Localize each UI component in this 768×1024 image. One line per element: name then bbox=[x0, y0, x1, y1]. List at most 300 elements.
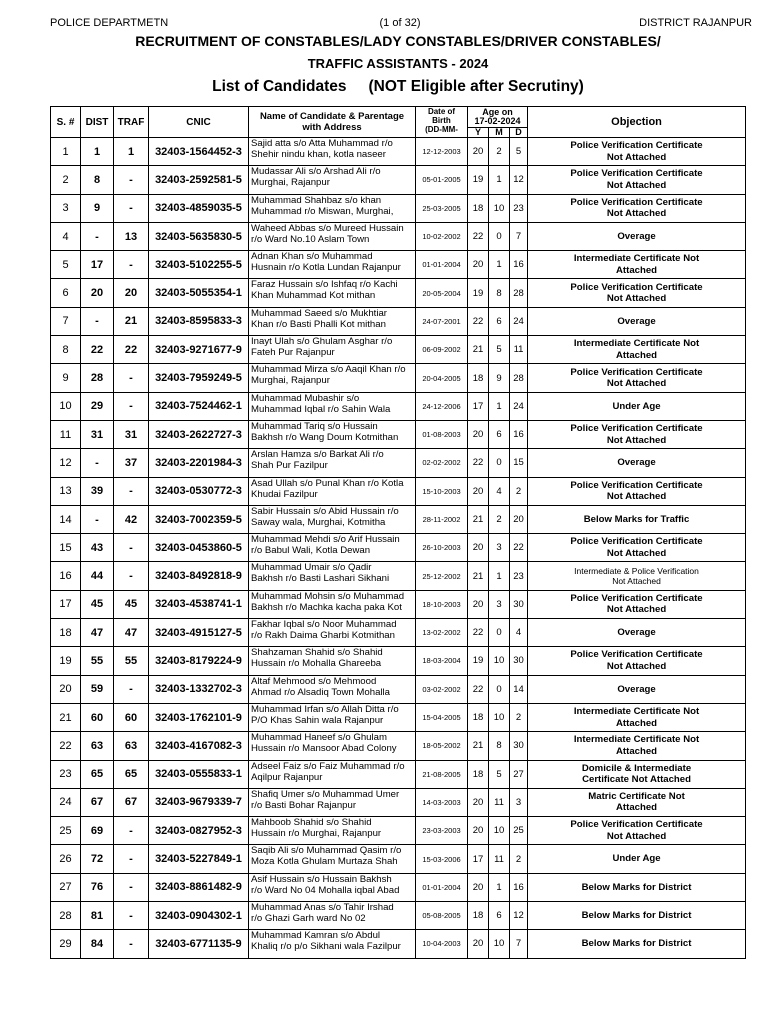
cell-dist: - bbox=[81, 222, 114, 250]
cell-age-m: 6 bbox=[489, 307, 510, 335]
cell-dob: 02-02-2002 bbox=[416, 449, 468, 477]
cell-dob: 15-10-2003 bbox=[416, 477, 468, 505]
cell-cnic: 32403-7524462-1 bbox=[149, 392, 249, 420]
table-body bbox=[51, 138, 746, 959]
table-header bbox=[51, 107, 746, 138]
cell-traf: 63 bbox=[114, 732, 149, 760]
cell-age-y: 22 bbox=[468, 675, 489, 703]
cell-age-m: 0 bbox=[489, 449, 510, 477]
cell-dist: 84 bbox=[81, 930, 114, 958]
cell-dob: 20-05-2004 bbox=[416, 279, 468, 307]
col-age: Age on 17-02-2024 bbox=[468, 107, 528, 128]
cell-age-y: 20 bbox=[468, 930, 489, 958]
cell-age-d: 2 bbox=[510, 703, 528, 731]
cell-traf: 60 bbox=[114, 703, 149, 731]
cell-objection: Overage bbox=[528, 675, 746, 703]
table-row bbox=[51, 449, 746, 477]
cell-dist: 43 bbox=[81, 534, 114, 562]
cell-age-y: 20 bbox=[468, 420, 489, 448]
cell-age-y: 22 bbox=[468, 222, 489, 250]
cell-name: Muhammad Shahbaz s/o khan Muhammad r/o Miswan, Murghai, bbox=[249, 194, 416, 222]
cell-sno: 27 bbox=[51, 873, 81, 901]
cell-age-d: 30 bbox=[510, 590, 528, 618]
cell-dob: 18-10-2003 bbox=[416, 590, 468, 618]
cell-dob: 23-03-2003 bbox=[416, 817, 468, 845]
cell-sno: 10 bbox=[51, 392, 81, 420]
cell-cnic: 32403-8179224-9 bbox=[149, 647, 249, 675]
cell-sno: 18 bbox=[51, 619, 81, 647]
cell-traf: 21 bbox=[114, 307, 149, 335]
cell-dob: 05-08-2005 bbox=[416, 902, 468, 930]
cell-cnic: 32403-0453860-5 bbox=[149, 534, 249, 562]
cell-age-y: 22 bbox=[468, 449, 489, 477]
cell-age-d: 3 bbox=[510, 788, 528, 816]
cell-age-d: 7 bbox=[510, 930, 528, 958]
cell-traf: 22 bbox=[114, 336, 149, 364]
cell-name: Muhammad Haneef s/o Ghulam Hussain r/o Mansoor Abad Colony bbox=[249, 732, 416, 760]
cell-sno: 25 bbox=[51, 817, 81, 845]
cell-dob: 24-07-2001 bbox=[416, 307, 468, 335]
cell-dist: 20 bbox=[81, 279, 114, 307]
table-row bbox=[51, 760, 746, 788]
cell-dob: 18-05-2002 bbox=[416, 732, 468, 760]
cell-age-m: 1 bbox=[489, 166, 510, 194]
cell-objection: Intermediate Certificate Not Attached bbox=[528, 336, 746, 364]
cell-dist: 65 bbox=[81, 760, 114, 788]
cell-age-d: 20 bbox=[510, 505, 528, 533]
cell-age-d: 16 bbox=[510, 251, 528, 279]
table-row bbox=[51, 279, 746, 307]
cell-age-d: 7 bbox=[510, 222, 528, 250]
table-row bbox=[51, 307, 746, 335]
cell-name: Muhammad Mohsin s/o Muhammad Bakhsh r/o Machka kacha paka Kot bbox=[249, 590, 416, 618]
cell-dob: 06-09-2002 bbox=[416, 336, 468, 364]
cell-dist: 59 bbox=[81, 675, 114, 703]
cell-traf: - bbox=[114, 562, 149, 590]
cell-age-d: 16 bbox=[510, 873, 528, 901]
table-row bbox=[51, 732, 746, 760]
cell-traf: 47 bbox=[114, 619, 149, 647]
table-row bbox=[51, 392, 746, 420]
cell-sno: 26 bbox=[51, 845, 81, 873]
cell-name: Mahboob Shahid s/o Shahid Hussain r/o Murghai, Rajanpur bbox=[249, 817, 416, 845]
cell-dist: 60 bbox=[81, 703, 114, 731]
cell-sno: 22 bbox=[51, 732, 81, 760]
cell-age-y: 20 bbox=[468, 788, 489, 816]
cell-cnic: 32403-4167082-3 bbox=[149, 732, 249, 760]
cell-dist: 72 bbox=[81, 845, 114, 873]
col-name: Name of Candidate & Parentage with Address bbox=[249, 107, 416, 138]
table-row bbox=[51, 675, 746, 703]
cell-age-y: 18 bbox=[468, 703, 489, 731]
cell-sno: 21 bbox=[51, 703, 81, 731]
cell-age-d: 28 bbox=[510, 279, 528, 307]
table-row bbox=[51, 420, 746, 448]
cell-objection: Intermediate Certificate Not Attached bbox=[528, 251, 746, 279]
cell-cnic: 32403-8492818-9 bbox=[149, 562, 249, 590]
cell-sno: 1 bbox=[51, 138, 81, 166]
cell-name: Muhammad Mirza s/o Aaqil Khan r/o Murghai, Rajanpur bbox=[249, 364, 416, 392]
cell-age-d: 30 bbox=[510, 732, 528, 760]
cell-age-m: 10 bbox=[489, 647, 510, 675]
cell-dist: 22 bbox=[81, 336, 114, 364]
cell-cnic: 32403-8595833-3 bbox=[149, 307, 249, 335]
cell-cnic: 32403-8861482-9 bbox=[149, 873, 249, 901]
cell-age-m: 1 bbox=[489, 251, 510, 279]
cell-name: Muhammad Tariq s/o Hussain Bakhsh r/o Wang Doum Kotmithan bbox=[249, 420, 416, 448]
cell-cnic: 32403-1762101-9 bbox=[149, 703, 249, 731]
cell-age-d: 30 bbox=[510, 647, 528, 675]
cell-name: Muhammad Mubashir s/o Muhammad Iqbal r/o Sahin Wala bbox=[249, 392, 416, 420]
cell-age-m: 0 bbox=[489, 675, 510, 703]
cell-age-d: 14 bbox=[510, 675, 528, 703]
cell-age-d: 24 bbox=[510, 392, 528, 420]
cell-objection: Under Age bbox=[528, 845, 746, 873]
cell-cnic: 32403-9271677-9 bbox=[149, 336, 249, 364]
cell-objection: Below Marks for District bbox=[528, 902, 746, 930]
cell-age-d: 24 bbox=[510, 307, 528, 335]
col-age-d: D bbox=[510, 128, 528, 138]
cell-age-m: 5 bbox=[489, 760, 510, 788]
cell-dob: 10-02-2002 bbox=[416, 222, 468, 250]
cell-age-d: 11 bbox=[510, 336, 528, 364]
table-row bbox=[51, 222, 746, 250]
cell-age-m: 10 bbox=[489, 703, 510, 731]
cell-dist: 76 bbox=[81, 873, 114, 901]
cell-age-y: 22 bbox=[468, 307, 489, 335]
cell-sno: 15 bbox=[51, 534, 81, 562]
cell-dob: 10-04-2003 bbox=[416, 930, 468, 958]
cell-name: Adseel Faiz s/o Faiz Muhammad r/o Aqilpur Rajanpur bbox=[249, 760, 416, 788]
cell-age-m: 6 bbox=[489, 902, 510, 930]
table-row bbox=[51, 336, 746, 364]
cell-age-y: 20 bbox=[468, 251, 489, 279]
cell-traf: - bbox=[114, 817, 149, 845]
cell-name: Sajid atta s/o Atta Muhammad r/o Shehir nindu khan, kotla naseer bbox=[249, 138, 416, 166]
cell-name: Adnan Khan s/o Muhammad Husnain r/o Kotla Lundan Rajanpur bbox=[249, 251, 416, 279]
cell-sno: 7 bbox=[51, 307, 81, 335]
cell-age-m: 8 bbox=[489, 279, 510, 307]
cell-dist: 69 bbox=[81, 817, 114, 845]
table-row bbox=[51, 788, 746, 816]
cell-objection: Police Verification Certificate Not Attached bbox=[528, 364, 746, 392]
cell-age-m: 1 bbox=[489, 562, 510, 590]
table-row bbox=[51, 166, 746, 194]
cell-cnic: 32403-1564452-3 bbox=[149, 138, 249, 166]
cell-sno: 19 bbox=[51, 647, 81, 675]
cell-traf: 31 bbox=[114, 420, 149, 448]
table-row bbox=[51, 364, 746, 392]
table-row bbox=[51, 873, 746, 901]
col-dist: DIST bbox=[81, 107, 114, 138]
table-row bbox=[51, 817, 746, 845]
cell-name: Mudassar Ali s/o Arshad Ali r/o Murghai, Rajanpur bbox=[249, 166, 416, 194]
cell-age-y: 19 bbox=[468, 647, 489, 675]
cell-age-m: 6 bbox=[489, 420, 510, 448]
cell-cnic: 32403-5102255-5 bbox=[149, 251, 249, 279]
cell-dist: - bbox=[81, 505, 114, 533]
cell-dob: 24-12-2006 bbox=[416, 392, 468, 420]
cell-age-m: 0 bbox=[489, 222, 510, 250]
table-row bbox=[51, 845, 746, 873]
cell-name: Muhammad Mehdi s/o Arif Hussain r/o Babul Wali, Kotla Dewan bbox=[249, 534, 416, 562]
cell-dist: 28 bbox=[81, 364, 114, 392]
cell-sno: 29 bbox=[51, 930, 81, 958]
table-row bbox=[51, 902, 746, 930]
cell-age-y: 20 bbox=[468, 817, 489, 845]
cell-objection: Police Verification Certificate Not Attached bbox=[528, 477, 746, 505]
cell-age-y: 20 bbox=[468, 590, 489, 618]
table-row bbox=[51, 505, 746, 533]
cell-age-m: 2 bbox=[489, 138, 510, 166]
cell-cnic: 32403-1332702-3 bbox=[149, 675, 249, 703]
cell-traf: - bbox=[114, 194, 149, 222]
cell-name: Shafiq Umer s/o Muhammad Umer r/o Basti Bohar Rajanpur bbox=[249, 788, 416, 816]
cell-cnic: 32403-4538741-1 bbox=[149, 590, 249, 618]
cell-cnic: 32403-6771135-9 bbox=[149, 930, 249, 958]
col-sno: S. # bbox=[51, 107, 81, 138]
cell-age-d: 25 bbox=[510, 817, 528, 845]
cell-dist: 81 bbox=[81, 902, 114, 930]
cell-sno: 20 bbox=[51, 675, 81, 703]
table-row bbox=[51, 619, 746, 647]
cell-objection: Matric Certificate Not Attached bbox=[528, 788, 746, 816]
district-label: DISTRICT RAJANPUR bbox=[639, 17, 752, 29]
cell-name: Asad Ullah s/o Punal Khan r/o Kotla Khudai Fazilpur bbox=[249, 477, 416, 505]
cell-traf: - bbox=[114, 392, 149, 420]
cell-name: Waheed Abbas s/o Mureed Hussain r/o Ward No.10 Aslam Town bbox=[249, 222, 416, 250]
cell-objection: Overage bbox=[528, 307, 746, 335]
cell-traf: 20 bbox=[114, 279, 149, 307]
cell-objection: Police Verification Certificate Not Attached bbox=[528, 534, 746, 562]
cell-dist: 31 bbox=[81, 420, 114, 448]
cell-dob: 01-08-2003 bbox=[416, 420, 468, 448]
page-header bbox=[0, 14, 768, 34]
cell-age-y: 18 bbox=[468, 760, 489, 788]
cell-objection: Below Marks for District bbox=[528, 873, 746, 901]
cell-traf: 37 bbox=[114, 449, 149, 477]
cell-objection: Below Marks for Traffic bbox=[528, 505, 746, 533]
cell-age-m: 10 bbox=[489, 194, 510, 222]
cell-traf: - bbox=[114, 930, 149, 958]
cell-name: Arslan Hamza s/o Barkat Ali r/o Shah Pur Fazilpur bbox=[249, 449, 416, 477]
cell-dob: 05-01-2005 bbox=[416, 166, 468, 194]
cell-name: Shahzaman Shahid s/o Shahid Hussain r/o Mohalla Ghareeba bbox=[249, 647, 416, 675]
cell-cnic: 32403-2592581-5 bbox=[149, 166, 249, 194]
cell-age-y: 22 bbox=[468, 619, 489, 647]
cell-traf: - bbox=[114, 873, 149, 901]
cell-objection: Police Verification Certificate Not Attached bbox=[528, 138, 746, 166]
cell-dist: 8 bbox=[81, 166, 114, 194]
cell-traf: - bbox=[114, 166, 149, 194]
cell-dist: 63 bbox=[81, 732, 114, 760]
cell-traf: 55 bbox=[114, 647, 149, 675]
cell-name: Muhammad Saeed s/o Mukhtiar Khan r/o Basti Phalli Kot mithan bbox=[249, 307, 416, 335]
cell-age-y: 21 bbox=[468, 336, 489, 364]
cell-name: Asif Hussain s/o Hussain Bakhsh r/o Ward No 04 Mohalla iqbal Abad bbox=[249, 873, 416, 901]
cell-age-d: 22 bbox=[510, 534, 528, 562]
cell-dist: 17 bbox=[81, 251, 114, 279]
cell-dist: 45 bbox=[81, 590, 114, 618]
cell-age-d: 5 bbox=[510, 138, 528, 166]
cell-name: Muhammad Irfan s/o Allah Ditta r/o P/O Khas Sahin wala Rajanpur bbox=[249, 703, 416, 731]
cell-dob: 13-02-2002 bbox=[416, 619, 468, 647]
cell-traf: - bbox=[114, 675, 149, 703]
cell-sno: 28 bbox=[51, 902, 81, 930]
department-label: POLICE DEPARTMETN bbox=[50, 17, 169, 29]
cell-name: Altaf Mehmood s/o Mehmood Ahmad r/o Alsadiq Town Mohalla bbox=[249, 675, 416, 703]
cell-dob: 18-03-2004 bbox=[416, 647, 468, 675]
cell-cnic: 32403-0827952-3 bbox=[149, 817, 249, 845]
cell-age-m: 2 bbox=[489, 505, 510, 533]
col-age-m: M bbox=[489, 128, 510, 138]
cell-age-d: 23 bbox=[510, 562, 528, 590]
cell-objection: Intermediate Certificate Not Attached bbox=[528, 703, 746, 731]
cell-cnic: 32403-2622727-3 bbox=[149, 420, 249, 448]
cell-sno: 23 bbox=[51, 760, 81, 788]
cell-cnic: 32403-4859035-5 bbox=[149, 194, 249, 222]
cell-cnic: 32403-7959249-5 bbox=[149, 364, 249, 392]
col-age-y: Y bbox=[468, 128, 489, 138]
cell-age-d: 12 bbox=[510, 902, 528, 930]
cell-name: Muhammad Umair s/o Qadir Bakhsh r/o Basti Lashari Sikhani bbox=[249, 562, 416, 590]
cell-dist: - bbox=[81, 449, 114, 477]
cell-age-y: 20 bbox=[468, 477, 489, 505]
list-title-qualifier: (NOT Eligible after Secrutiny) bbox=[368, 78, 584, 95]
table-row bbox=[51, 562, 746, 590]
cell-age-y: 21 bbox=[468, 732, 489, 760]
cell-age-m: 0 bbox=[489, 619, 510, 647]
cell-age-y: 20 bbox=[468, 138, 489, 166]
cell-age-y: 21 bbox=[468, 562, 489, 590]
cell-traf: - bbox=[114, 364, 149, 392]
cell-sno: 16 bbox=[51, 562, 81, 590]
cell-age-m: 3 bbox=[489, 590, 510, 618]
cell-dob: 03-02-2002 bbox=[416, 675, 468, 703]
cell-cnic: 32403-7002359-5 bbox=[149, 505, 249, 533]
cell-dob: 01-01-2004 bbox=[416, 251, 468, 279]
cell-cnic: 32403-0530772-3 bbox=[149, 477, 249, 505]
table-row bbox=[51, 703, 746, 731]
cell-age-y: 21 bbox=[468, 505, 489, 533]
cell-traf: 1 bbox=[114, 138, 149, 166]
col-cnic: CNIC bbox=[149, 107, 249, 138]
cell-sno: 4 bbox=[51, 222, 81, 250]
cell-traf: - bbox=[114, 902, 149, 930]
cell-cnic: 32403-5055354-1 bbox=[149, 279, 249, 307]
cell-objection: Police Verification Certificate Not Attached bbox=[528, 590, 746, 618]
cell-sno: 17 bbox=[51, 590, 81, 618]
cell-age-y: 17 bbox=[468, 845, 489, 873]
col-traf: TRAF bbox=[114, 107, 149, 138]
cell-dob: 25-12-2002 bbox=[416, 562, 468, 590]
cell-age-y: 17 bbox=[468, 392, 489, 420]
table-row bbox=[51, 534, 746, 562]
cell-dob: 21-08-2005 bbox=[416, 760, 468, 788]
cell-age-d: 4 bbox=[510, 619, 528, 647]
cell-sno: 8 bbox=[51, 336, 81, 364]
cell-cnic: 32403-5227849-1 bbox=[149, 845, 249, 873]
cell-dob: 28-11-2002 bbox=[416, 505, 468, 533]
cell-name: Fakhar Iqbal s/o Noor Muhammad r/o Rakh Daima Gharbi Kotmithan bbox=[249, 619, 416, 647]
cell-age-y: 18 bbox=[468, 364, 489, 392]
cell-objection: Below Marks for District bbox=[528, 930, 746, 958]
cell-age-y: 20 bbox=[468, 534, 489, 562]
cell-objection: Police Verification Certificate Not Attached bbox=[528, 279, 746, 307]
cell-dist: 55 bbox=[81, 647, 114, 675]
list-title-main: List of Candidates bbox=[212, 78, 347, 95]
cell-name: Saqib Ali s/o Muhammad Qasim r/o Moza Kotla Ghulam Murtaza Shah bbox=[249, 845, 416, 873]
cell-age-m: 3 bbox=[489, 534, 510, 562]
cell-dist: 39 bbox=[81, 477, 114, 505]
cell-age-d: 2 bbox=[510, 477, 528, 505]
cell-dist: 47 bbox=[81, 619, 114, 647]
cell-age-d: 23 bbox=[510, 194, 528, 222]
cell-age-m: 4 bbox=[489, 477, 510, 505]
cell-traf: 65 bbox=[114, 760, 149, 788]
cell-age-d: 15 bbox=[510, 449, 528, 477]
cell-age-m: 5 bbox=[489, 336, 510, 364]
cell-age-m: 9 bbox=[489, 364, 510, 392]
cell-objection: Domicile & Intermediate Certificate Not Attached bbox=[528, 760, 746, 788]
cell-traf: 45 bbox=[114, 590, 149, 618]
cell-cnic: 32403-0904302-1 bbox=[149, 902, 249, 930]
col-objection: Objection bbox=[528, 107, 746, 138]
cell-name: Muhammad Anas s/o Tahir Irshad r/o Ghazi Garh ward No 02 bbox=[249, 902, 416, 930]
cell-sno: 24 bbox=[51, 788, 81, 816]
cell-traf: 67 bbox=[114, 788, 149, 816]
cell-age-m: 11 bbox=[489, 788, 510, 816]
cell-age-m: 10 bbox=[489, 817, 510, 845]
cell-dist: 67 bbox=[81, 788, 114, 816]
cell-sno: 2 bbox=[51, 166, 81, 194]
cell-age-y: 19 bbox=[468, 279, 489, 307]
cell-dob: 14-03-2003 bbox=[416, 788, 468, 816]
cell-dob: 15-03-2006 bbox=[416, 845, 468, 873]
col-dob: Date of Birth (DD-MM- bbox=[416, 107, 468, 138]
table-row bbox=[51, 647, 746, 675]
cell-age-y: 20 bbox=[468, 873, 489, 901]
list-title bbox=[0, 78, 768, 96]
cell-dob: 26-10-2003 bbox=[416, 534, 468, 562]
cell-sno: 6 bbox=[51, 279, 81, 307]
cell-sno: 9 bbox=[51, 364, 81, 392]
table-row bbox=[51, 251, 746, 279]
cell-age-y: 18 bbox=[468, 902, 489, 930]
cell-traf: - bbox=[114, 845, 149, 873]
cell-objection: Intermediate Certificate Not Attached bbox=[528, 732, 746, 760]
cell-dist: 9 bbox=[81, 194, 114, 222]
table-row bbox=[51, 138, 746, 166]
cell-dist: 1 bbox=[81, 138, 114, 166]
cell-objection: Overage bbox=[528, 619, 746, 647]
table-row bbox=[51, 194, 746, 222]
cell-sno: 13 bbox=[51, 477, 81, 505]
cell-name: Faraz Hussain s/o Ishfaq r/o Kachi Khan Muhammad Kot mithan bbox=[249, 279, 416, 307]
cell-age-d: 2 bbox=[510, 845, 528, 873]
cell-name: Muhammad Kamran s/o Abdul Khaliq r/o p/o Sikhani wala Fazilpur bbox=[249, 930, 416, 958]
cell-sno: 3 bbox=[51, 194, 81, 222]
cell-age-m: 1 bbox=[489, 873, 510, 901]
cell-traf: - bbox=[114, 251, 149, 279]
cell-traf: - bbox=[114, 534, 149, 562]
cell-objection: Overage bbox=[528, 222, 746, 250]
cell-age-m: 1 bbox=[489, 392, 510, 420]
cell-objection: Police Verification Certificate Not Attached bbox=[528, 647, 746, 675]
cell-sno: 14 bbox=[51, 505, 81, 533]
cell-age-y: 18 bbox=[468, 194, 489, 222]
table-row bbox=[51, 477, 746, 505]
